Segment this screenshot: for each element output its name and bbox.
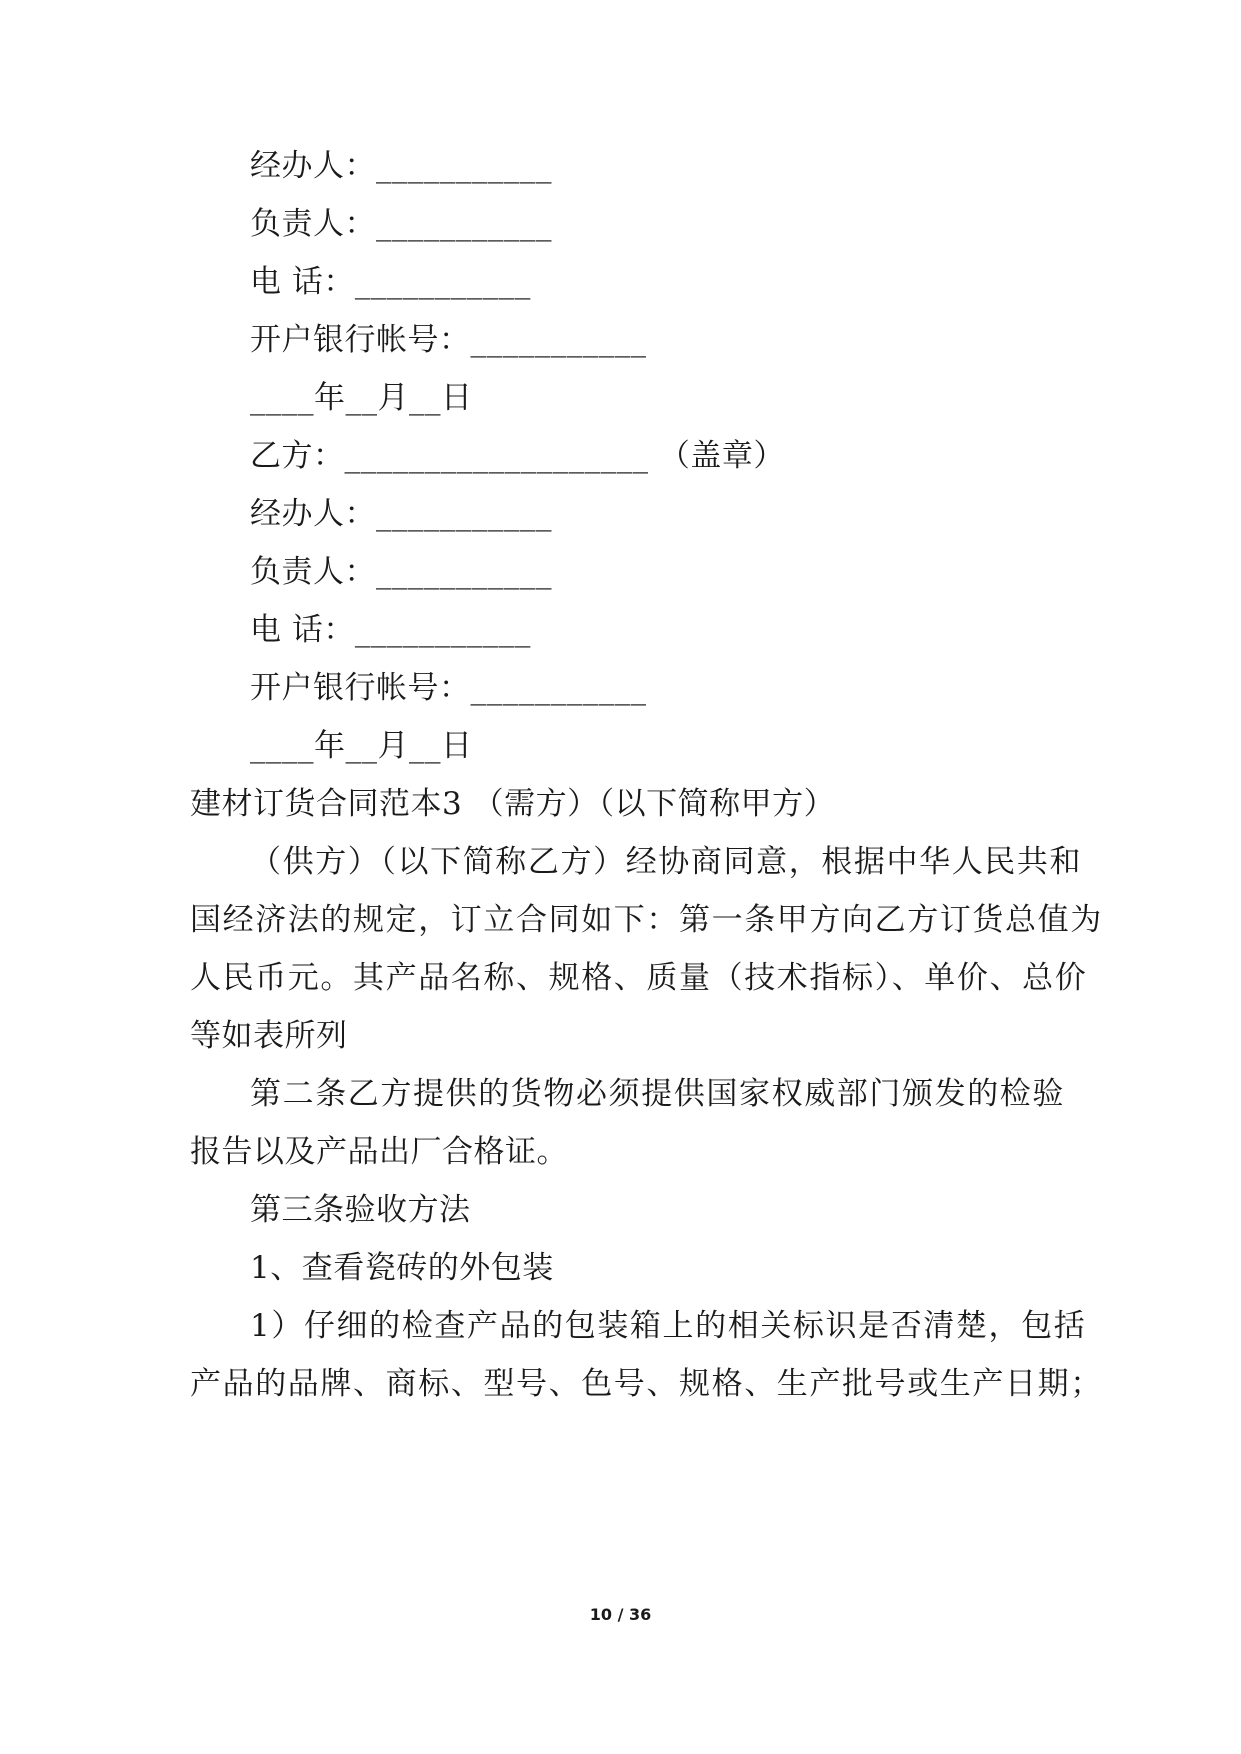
article-3-heading: 第三条验收方法 (250, 1192, 471, 1228)
paragraph-1-line-4: 等如表所列 (190, 1018, 348, 1054)
item-1-1-line-2: 产品的品牌、商标、型号、色号、规格、生产批号或生产日期； (190, 1366, 1103, 1402)
party-b-date: ____年__月__日 (250, 728, 473, 764)
item-1: 1、查看瓷砖的外包装 (250, 1250, 554, 1286)
paragraph-2-line-1: 第二条乙方提供的货物必须提供国家权威部门颁发的检验 (250, 1076, 1065, 1112)
item-1-1-line-1: 1）仔细的检查产品的包装箱上的相关标识是否清楚，包括 (250, 1308, 1087, 1344)
party-a-bank-account: 开户银行帐号：___________ (250, 322, 647, 358)
party-b-responsible: 负责人：___________ (250, 554, 552, 590)
party-a-handler: 经办人：___________ (250, 148, 552, 184)
contract-heading: 建材订货合同范本3 （需方）（以下简称甲方） (190, 786, 836, 822)
page-number: 10 / 36 (589, 1605, 652, 1624)
paragraph-1-line-1: （供方）（以下简称乙方）经协商同意，根据中华人民共和 (250, 844, 1083, 880)
party-a-date: ____年__月__日 (250, 380, 473, 416)
paragraph-1-line-2: 国经济法的规定，订立合同如下：第一条甲方向乙方订货总值为 (190, 902, 1103, 938)
party-b-phone: 电 话：___________ (250, 612, 531, 648)
paragraph-1-line-3: 人民币元。其产品名称、规格、质量（技术指标）、单价、总价 (190, 960, 1088, 996)
party-b-bank-account: 开户银行帐号：___________ (250, 670, 647, 706)
party-a-responsible: 负责人：___________ (250, 206, 552, 242)
party-b-line: 乙方：___________________ （盖章） (250, 438, 785, 474)
party-b-handler: 经办人：___________ (250, 496, 552, 532)
paragraph-2-line-2: 报告以及产品出厂合格证。 (190, 1134, 568, 1170)
party-a-phone: 电 话：___________ (250, 264, 531, 300)
